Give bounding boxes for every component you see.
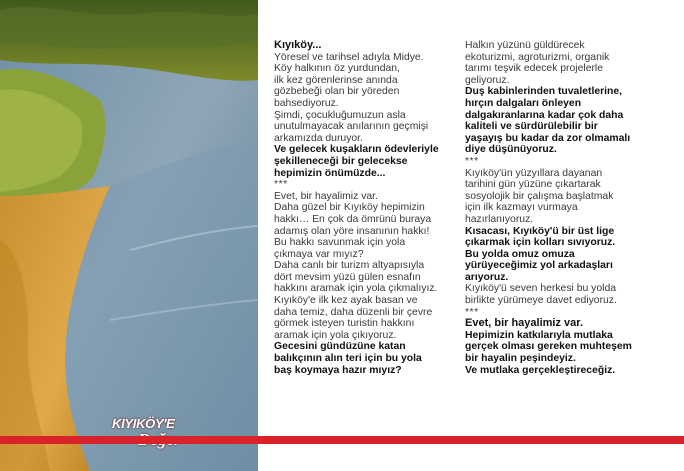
paragraph-infrastructure-bold: Duş kabinlerinden tuvaletlerine, hırçın dalgaları önleyen dalgakıranlarına kadar çok daha kaliteli ve sürdürülebilir bir yaşayış bu kadar da zor olmamalı diye düşünüyoruz.	[465, 86, 631, 156]
paragraph-history: Kıyıköy'ün yüzyıllara dayanan tarihini gün yüzüne çıkartarak sosyolojik bir çalışma başlatmak için ilk kazmayı vurmaya hazırlanıyoruz.	[465, 167, 614, 225]
separator-stars: ***	[465, 155, 479, 167]
paragraph-ecotourism: Halkın yüzünü güldürecek ekoturizmi, agroturizmi, organik tarımı teşvik edecek projelerle geliyoruz.	[465, 40, 610, 86]
paragraph-invitation: Kıyıköy'ü seven herkesi bu yolda birlikte yürümeye davet ediyoruz.	[465, 283, 617, 307]
paragraph-intro: Yöresel ve tarihsel adıyla Midye. Köy halkının öz yurdundan, ilk kez görenlerinse anında gözbebeği olan bir yöreden bahsediyoruz. Şimdi, çocukluğumuzun asla unutulmayacak anılarının geçmişi arkamızda duruyor.	[274, 51, 429, 144]
article-title: Kıyıköy...	[274, 39, 322, 51]
paragraph-intro-bold: Ve gelecek kuşakların ödevleriyle şekilleneceği bir gelecekse hepimizin önümüzde...	[274, 144, 439, 179]
red-accent-bar	[0, 436, 684, 444]
paragraph-league-bold: Kısacası, Kıyıköy'ü bir üst lige çıkarmak için kolları sıvıyoruz. Bu yolda omuz omuza yürüyeceğimiz yol arkadaşları arıyoruz.	[465, 225, 616, 283]
kiyikoye-deger-logo	[112, 414, 202, 454]
text-column-left	[274, 40, 464, 376]
separator-stars: ***	[465, 306, 479, 318]
river-photo	[0, 0, 258, 471]
paragraph-closing-bold: Hepimizin katkılarıyla mutlaka gerçek olması gereken muhteşem bir hayalin peşindeyiz. Ve mutlaka gerçekleştireceğiz.	[465, 329, 632, 376]
paragraph-dream-bold: Gecesini gündüzüne katan balıkçının alın teri için bu yola baş koymaya hazır mıyız?	[274, 341, 422, 376]
closing-heading: Evet, bir hayalimiz var.	[465, 317, 584, 330]
logo-line-1: KIYIKÖY'E	[112, 416, 175, 431]
separator-stars: ***	[274, 179, 288, 191]
text-column-right	[465, 40, 665, 376]
paragraph-dream: Evet, bir hayalimiz var. Daha güzel bir Kıyıköy hepimizin hakkı… En çok da ömrünü buraya adamış olan yöre insanının hakkı! Bu hakkı savunmak için yola çıkmaya var mıyız? Daha canlı bir turizm altyapısıyla dört mevsim yüzü gülen esnafın hakkını aramak için yola çıkmalıyız. Kıyıköy'e ilk kez ayak basan ve daha temiz, daha düzenli bir çevre görmek isteyen turistin hakkını aramak için yola çıkıyoruz.	[274, 190, 438, 341]
